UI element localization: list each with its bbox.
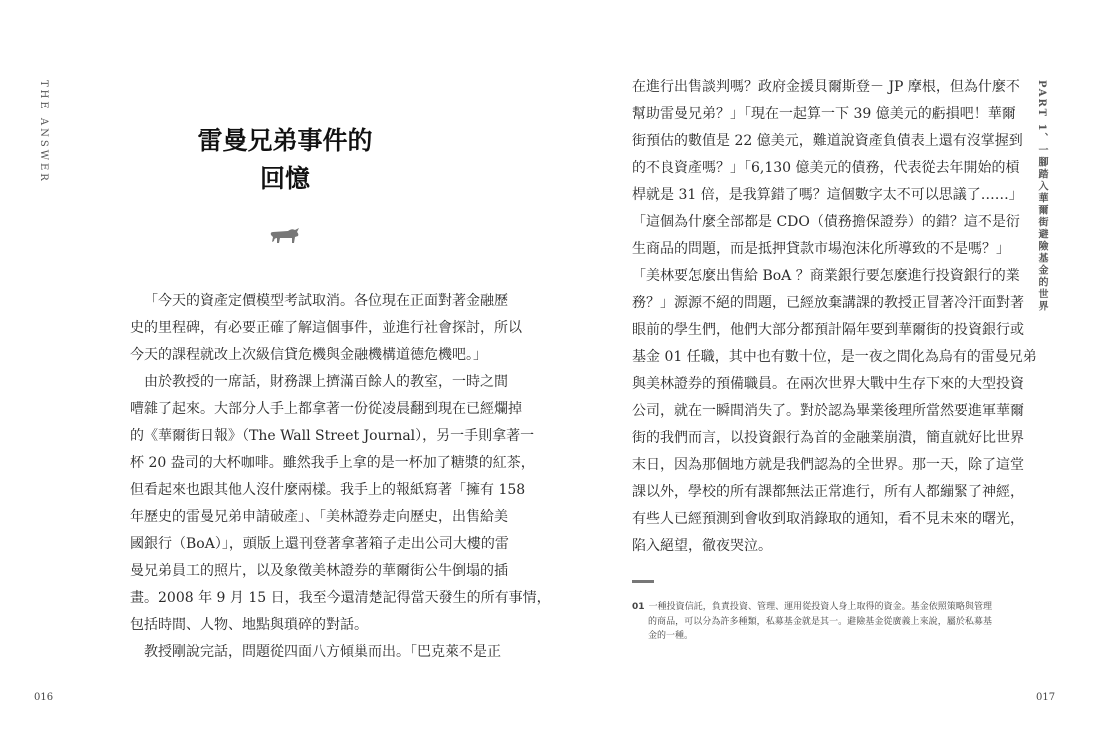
text-line: 在進行出售談判嗎？政府金援貝爾斯登－ JP 摩根，但為什麼不	[632, 79, 1020, 95]
text-line: 但看起來也跟其他人沒什麼兩樣。我手上的報紙寫著「擁有 158	[130, 482, 526, 498]
text-line: 眼前的學生們，他們大部分都預計隔年要到華爾街的投資銀行或	[632, 322, 1024, 338]
text-line: 陷入絕望，徹夜哭泣。	[632, 538, 772, 554]
text-line: 桿就是 31 倍，是我算錯了嗎？這個數字太不可以思議了……」	[632, 187, 1023, 203]
text-line: 與美林證券的預備職員。在兩次世界大戰中生存下來的大型投資	[632, 376, 1024, 392]
running-head: PART 1、一腳踏入華爾街避險基金的世界	[1036, 80, 1047, 313]
text-line: 「美林要怎麼出售給 BoA ？商業銀行要怎麼進行投資銀行的業	[632, 268, 1020, 284]
chapter-title	[130, 122, 440, 198]
text-line: 年歷史的雷曼兄弟申請破產」、「美林證券走向歷史，出售給美	[130, 509, 508, 525]
body-text	[632, 74, 1037, 560]
text-line: 畫。2008 年 9 月 15 日，我至今還清楚記得當天發生的所有事情，	[130, 590, 551, 606]
running-head: THE ANSWER	[38, 80, 49, 184]
footnote-number: 01	[632, 602, 645, 612]
footnote	[632, 600, 992, 644]
text-line: 幫助雷曼兄弟？」「現在一起算一下 39 億美元的虧損吧！華爾	[632, 106, 1016, 122]
text-line: 課以外，學校的所有課都無法正常進行，所有人都繃緊了神經，	[632, 484, 1024, 500]
footnote-text: 一種投資信託，負責投資、管理、運用從投資人身上取得的資金。基金依照策略與管理	[648, 602, 992, 612]
text-line: 公司，就在一瞬間消失了。對於認為畢業後理所當然要進軍華爾	[632, 403, 1024, 419]
text-line: 的《華爾街日報》（The Wall Street Journal），另一手則拿著一	[130, 428, 535, 444]
text-line: 「這個為什麼全部都是 CDO（債務擔保證券）的錯？這不是衍	[632, 214, 1020, 230]
footnote-line	[632, 615, 992, 630]
text-line: 由於教授的一席話，財務課上擠滿百餘人的教室，一時之間	[144, 374, 508, 390]
text-line: 杯 20 盎司的大杯咖啡。雖然我手上拿的是一杯加了糖漿的紅茶，	[130, 455, 535, 471]
bull-icon	[268, 226, 302, 246]
body-text	[130, 288, 551, 666]
text-line: 包括時間、人物、地點與瑣碎的對話。	[130, 617, 368, 633]
footnote-divider	[632, 580, 654, 583]
text-line: 生商品的問題，而是抵押貸款市場泡沫化所導致的不是嗎？」	[632, 241, 1010, 257]
right-page	[550, 0, 1100, 744]
text-line: 史的里程碑，有必要正確了解這個事件，並進行社會探討，所以	[130, 320, 522, 336]
chapter-title-line: 雷曼兄弟事件的	[197, 126, 373, 155]
text-line: 末日，因為那個地方就是我們認為的全世界。那一天，除了這堂	[632, 457, 1024, 473]
chapter-title-line: 回憶	[259, 164, 310, 193]
text-line: 務？」源源不絕的問題，已經放棄講課的教授正冒著冷汗面對著	[632, 295, 1024, 311]
text-line: 基金 01 任職，其中也有數十位，是一夜之間化為烏有的雷曼兄弟	[632, 349, 1037, 365]
footnote-line	[632, 629, 992, 644]
page-number: 017	[1036, 692, 1056, 703]
text-line: 街預估的數值是 22 億美元，難道說資產負債表上還有沒掌握到	[632, 133, 1023, 149]
page-number: 016	[34, 692, 54, 703]
text-line: 街的我們而言，以投資銀行為首的金融業崩潰，簡直就好比世界	[632, 430, 1024, 446]
footnote-text: 的商品，可以分為許多種類，私募基金就是其一。避險基金從廣義上來說，屬於私募基	[648, 616, 992, 627]
text-line: 曼兄弟員工的照片，以及象徵美林證券的華爾街公牛倒塌的插	[130, 563, 508, 579]
text-line: 的不良資產嗎？」「6,130 億美元的債務，代表從去年開始的槓	[632, 160, 1020, 176]
text-line: 有些人已經預測到會收到取消錄取的通知，看不見未來的曙光，	[632, 511, 1024, 527]
text-line: 教授剛說完話，問題從四面八方傾巢而出。「巴克萊不是正	[144, 644, 501, 660]
text-line: 「今天的資產定價模型考試取消。各位現在正面對著金融歷	[144, 293, 508, 309]
text-line: 嘈雜了起來。大部分人手上都拿著一份從凌晨翻到現在已經爛掉	[130, 401, 522, 417]
footnote-line	[632, 600, 992, 615]
text-line: 今天的課程就改上次級信貸危機與金融機構道德危機吧。」	[130, 347, 487, 363]
footnote-text: 金的一種。	[648, 631, 694, 641]
text-line: 國銀行（BoA）」，頭版上還刊登著拿著箱子走出公司大樓的雷	[130, 536, 509, 552]
